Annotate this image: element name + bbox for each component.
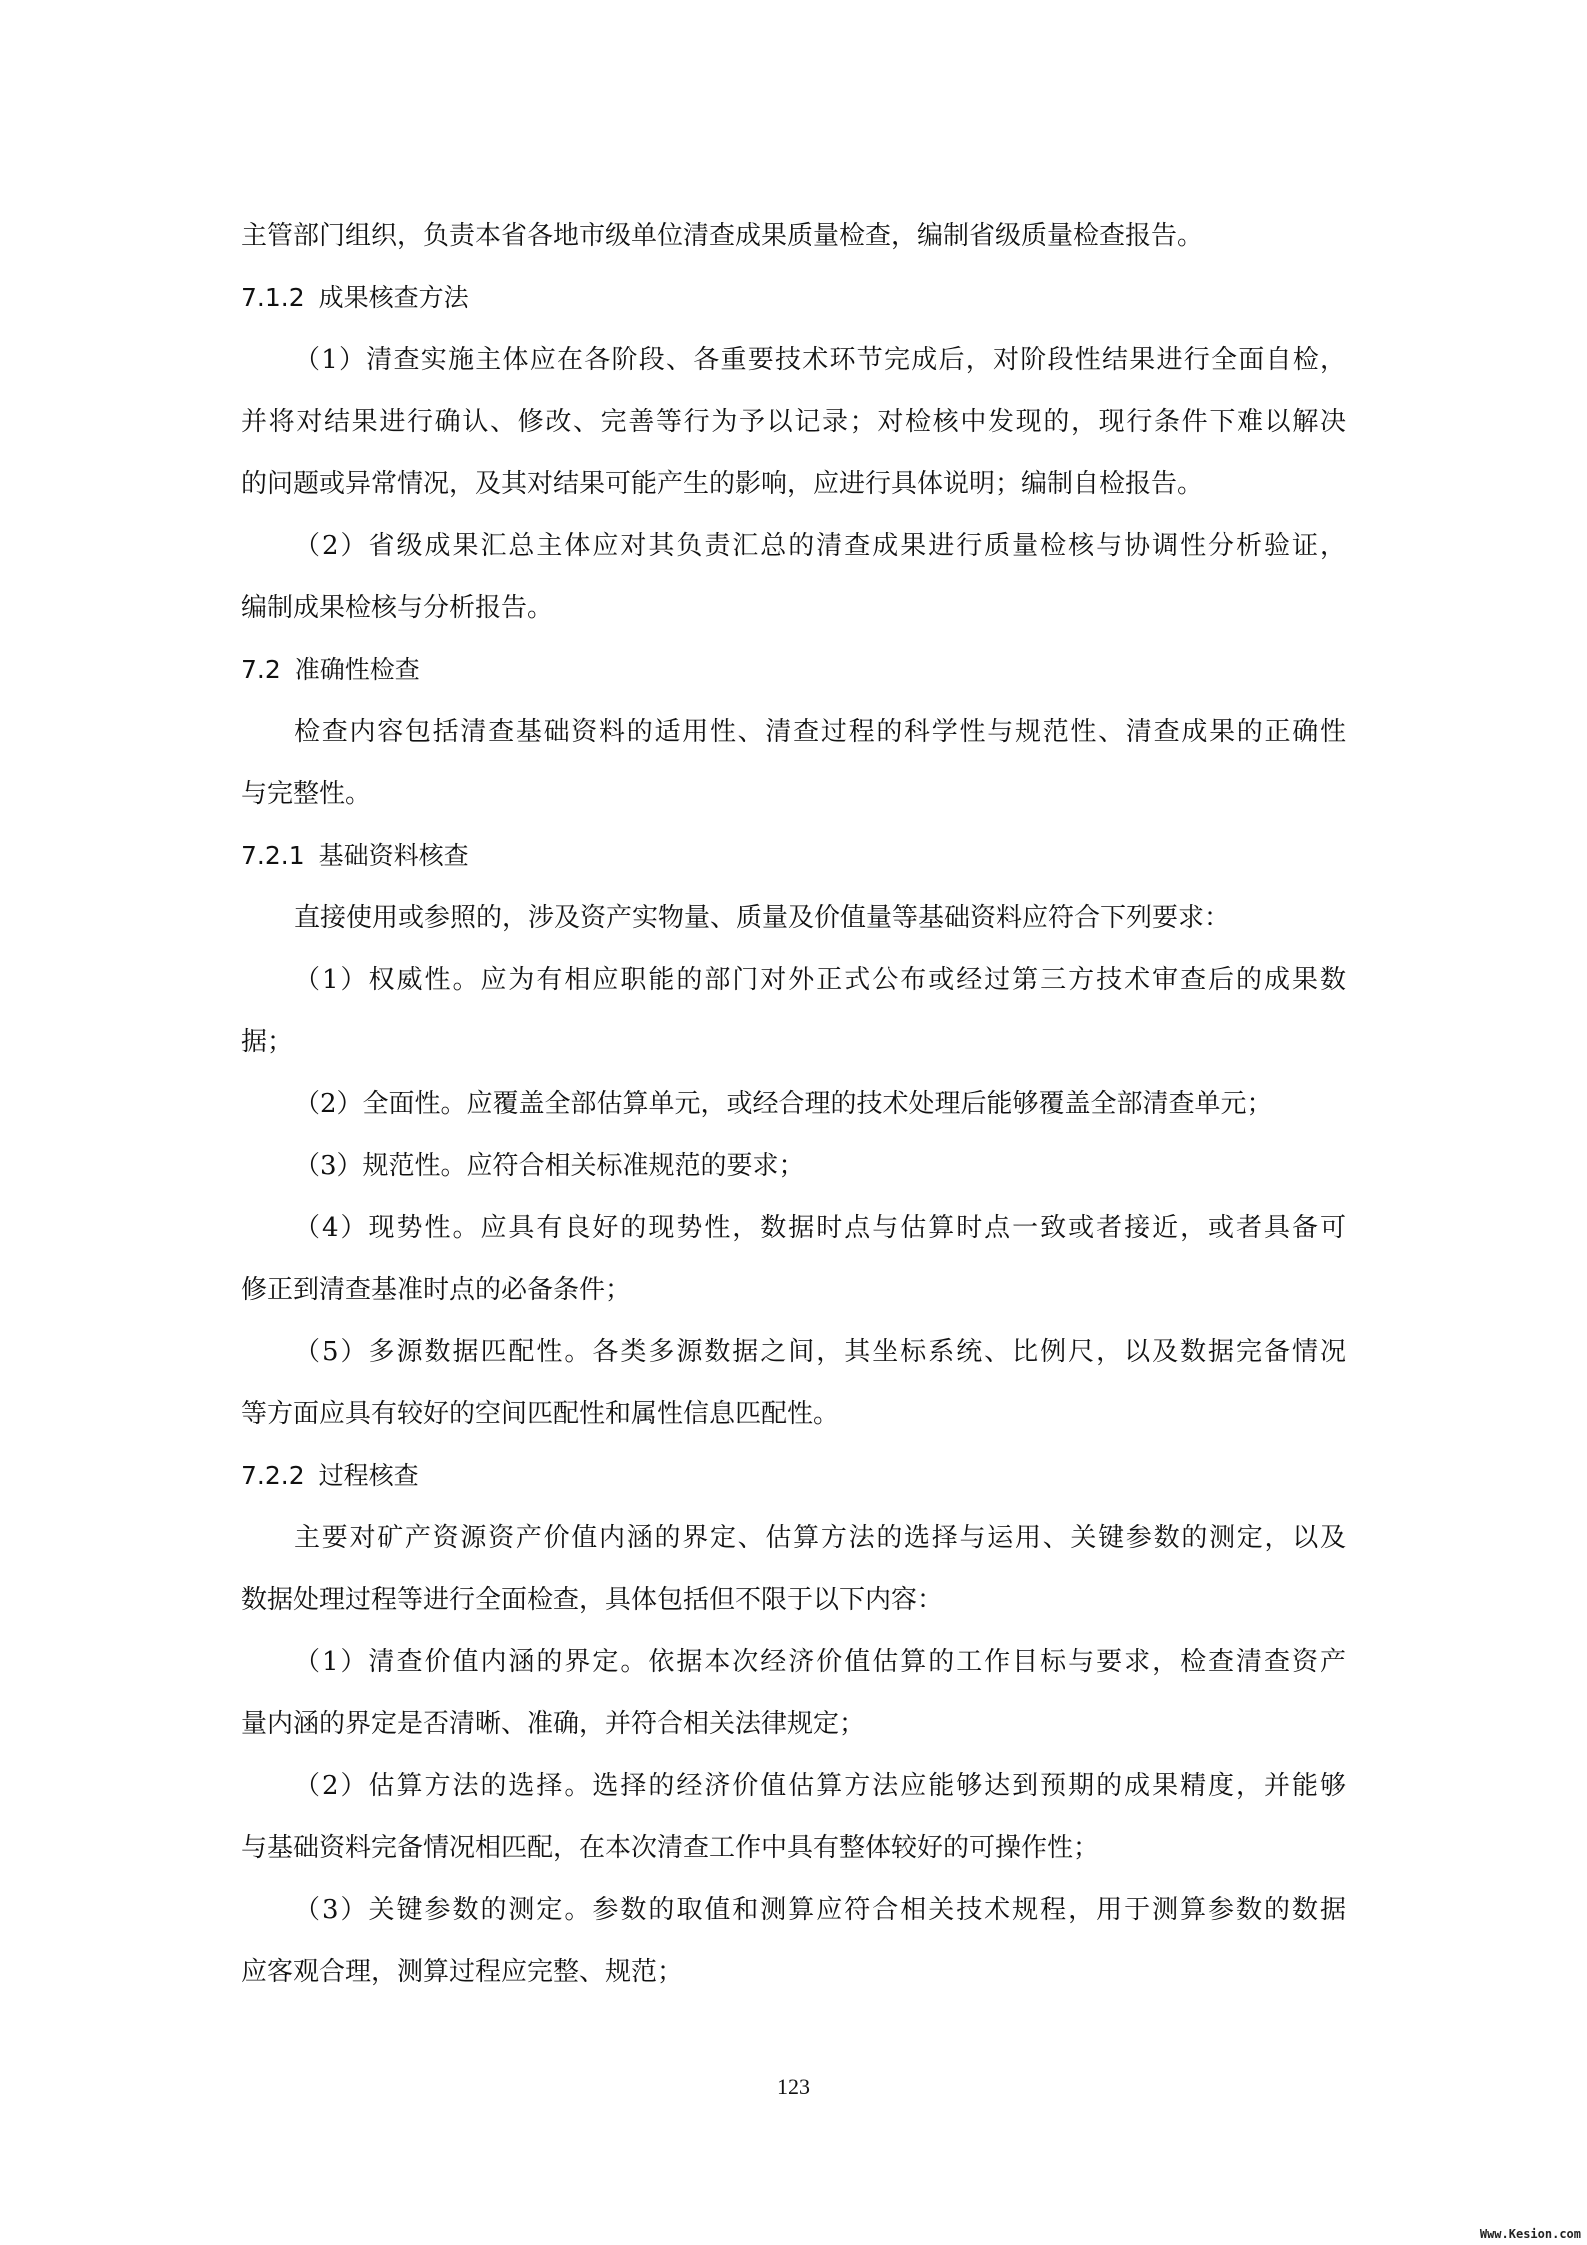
section-number: 7.2.1 (241, 841, 305, 870)
text-line: 主管部门组织，负责本省各地市级单位清查成果质量检查，编制省级质量检查报告。 (241, 221, 1204, 251)
section-heading (241, 639, 1346, 701)
page-number: 123 (777, 2074, 810, 2099)
text-line: （3）关键参数的测定。参数的取值和测算应符合相关技术规程，用于测算参数的数据 (294, 1895, 1346, 1925)
text-line: （2）省级成果汇总主体应对其负责汇总的清查成果进行质量检核与协调性分析验证， (294, 531, 1346, 561)
text-line: 编制成果检核与分析报告。 (241, 593, 554, 623)
document-body (241, 205, 1346, 2003)
text-line: （1）权威性。应为有相应职能的部门对外正式公布或经过第三方技术审查后的成果数 (294, 965, 1346, 995)
text-line: （1）清查价值内涵的界定。依据本次经济价值估算的工作目标与要求，检查清查资产 (294, 1647, 1346, 1677)
section-number: 7.2.2 (241, 1461, 305, 1490)
text-line: 量内涵的界定是否清晰、准确，并符合相关法律规定； (241, 1709, 866, 1739)
section-number: 7.1.2 (241, 283, 305, 312)
section-title: 成果核查方法 (318, 283, 469, 312)
text-line: 主要对矿产资源资产价值内涵的界定、估算方法的选择与运用、关键参数的测定，以及 (294, 1523, 1346, 1553)
text-line: 与完整性。 (241, 779, 372, 809)
text-line: （2）全面性。应覆盖全部估算单元，或经合理的技术处理后能够覆盖全部清查单元； (294, 1089, 1273, 1119)
text-line: 直接使用或参照的，涉及资产实物量、质量及价值量等基础资料应符合下列要求： (294, 903, 1231, 933)
text-line: 与基础资料完备情况相匹配，在本次清查工作中具有整体较好的可操作性； (241, 1833, 1100, 1863)
section-heading (241, 825, 1346, 887)
section-number: 7.2 (241, 655, 281, 684)
text-line: 修正到清查基准时点的必备条件； (241, 1275, 632, 1305)
text-line: （3）规范性。应符合相关标准规范的要求； (294, 1151, 805, 1181)
section-heading (241, 267, 1346, 329)
section-title: 准确性检查 (294, 655, 420, 684)
section-title: 过程核查 (318, 1461, 419, 1490)
text-line: 等方面应具有较好的空间匹配性和属性信息匹配性。 (241, 1399, 840, 1429)
text-line: 据； (241, 1027, 294, 1057)
text-line: 数据处理过程等进行全面检查，具体包括但不限于以下内容： (241, 1585, 944, 1615)
text-line: （4）现势性。应具有良好的现势性，数据时点与估算时点一致或者接近，或者具备可 (294, 1213, 1346, 1243)
text-line: （2）估算方法的选择。选择的经济价值估算方法应能够达到预期的成果精度，并能够 (294, 1771, 1346, 1801)
text-line: 检查内容包括清查基础资料的适用性、清查过程的科学性与规范性、清查成果的正确性 (294, 717, 1346, 747)
text-line: 并将对结果进行确认、修改、完善等行为予以记录；对检核中发现的，现行条件下难以解决 (241, 407, 1346, 437)
text-line: （5）多源数据匹配性。各类多源数据之间，其坐标系统、比例尺，以及数据完备情况 (294, 1337, 1346, 1367)
text-line: 的问题或异常情况，及其对结果可能产生的影响，应进行具体说明；编制自检报告。 (241, 469, 1204, 499)
section-heading (241, 1445, 1346, 1507)
section-title: 基础资料核查 (318, 841, 469, 870)
text-line: （1）清查实施主体应在各阶段、各重要技术环节完成后，对阶段性结果进行全面自检， (294, 345, 1346, 375)
text-line: 应客观合理，测算过程应完整、规范； (241, 1957, 684, 1987)
watermark: Www.Kesion.com (1479, 2227, 1581, 2241)
